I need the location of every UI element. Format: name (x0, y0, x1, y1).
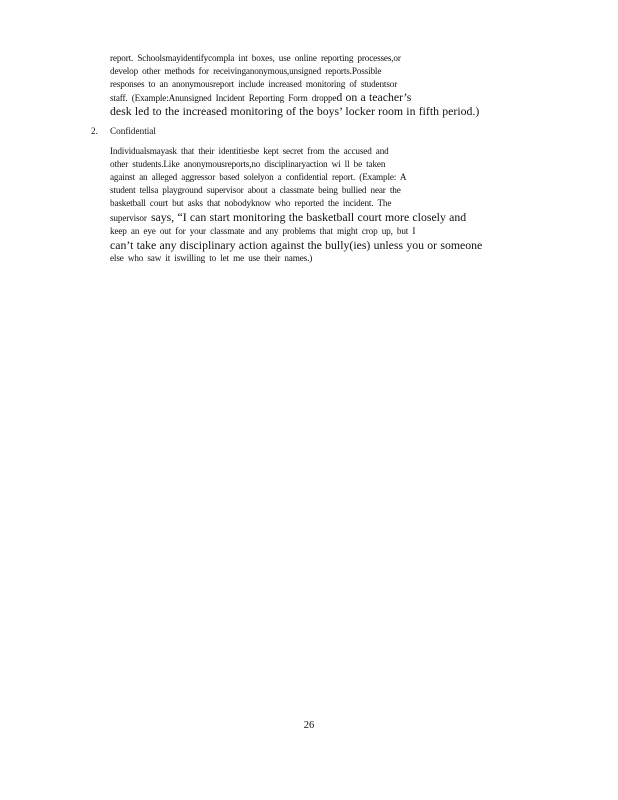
paragraph-line: desk led to the increased monitoring of the boys’ locker room in fifth period.) (110, 104, 480, 118)
paragraph-line-tail: says, “I can start monitoring the basketball court more closely and (150, 210, 467, 224)
paragraph-line: report. Schoolsmayidentifycompla int boxes, use online reporting processes,or (110, 53, 401, 63)
paragraph-line: Individualsmayask that their identitiesbe kept secret from the accused and (110, 146, 389, 156)
paragraph-line: basketball court but asks that nobodyknow who reported the incident. The (110, 198, 392, 208)
paragraph-line (110, 210, 530, 225)
paragraph-line: develop other methods for receivinganonymous,unsigned reports.Possible (110, 66, 382, 76)
paragraph-line: against an alleged aggressor based solelyon a confidential report. (Example: A (110, 172, 407, 182)
list-item-number: 2. (91, 126, 98, 136)
paragraph-line-head: staff. (Example:Anunsigned Incident Reporting Form droppe (110, 93, 337, 103)
paragraph-line: student tellsa playground supervisor about a classmate being bullied near the (110, 185, 401, 195)
paragraph-anonymous-reporting (110, 52, 530, 119)
paragraph-line: other students.Like anonymousreports,no disciplinaryaction wi ll be taken (110, 159, 386, 169)
paragraph-line: keep an eye out for your classmate and any problems that might crop up, but I (110, 225, 416, 236)
paragraph-confidential-reporting (110, 145, 530, 265)
paragraph-line-tail: d on a teacher’s (336, 90, 412, 104)
list-item-heading: Confidential (110, 126, 156, 136)
paragraph-line: else who saw it iswilling to let me use their names.) (110, 253, 313, 263)
paragraph-line: responses to an anonymousreport include increased monitoring of studentsor (110, 79, 398, 89)
page-number: 26 (303, 720, 315, 731)
paragraph-line-head: supervisor (110, 213, 151, 223)
paragraph-line: can’t take any disciplinary action against the bully(ies) unless you or someone (110, 237, 483, 252)
paragraph-line (110, 91, 530, 104)
